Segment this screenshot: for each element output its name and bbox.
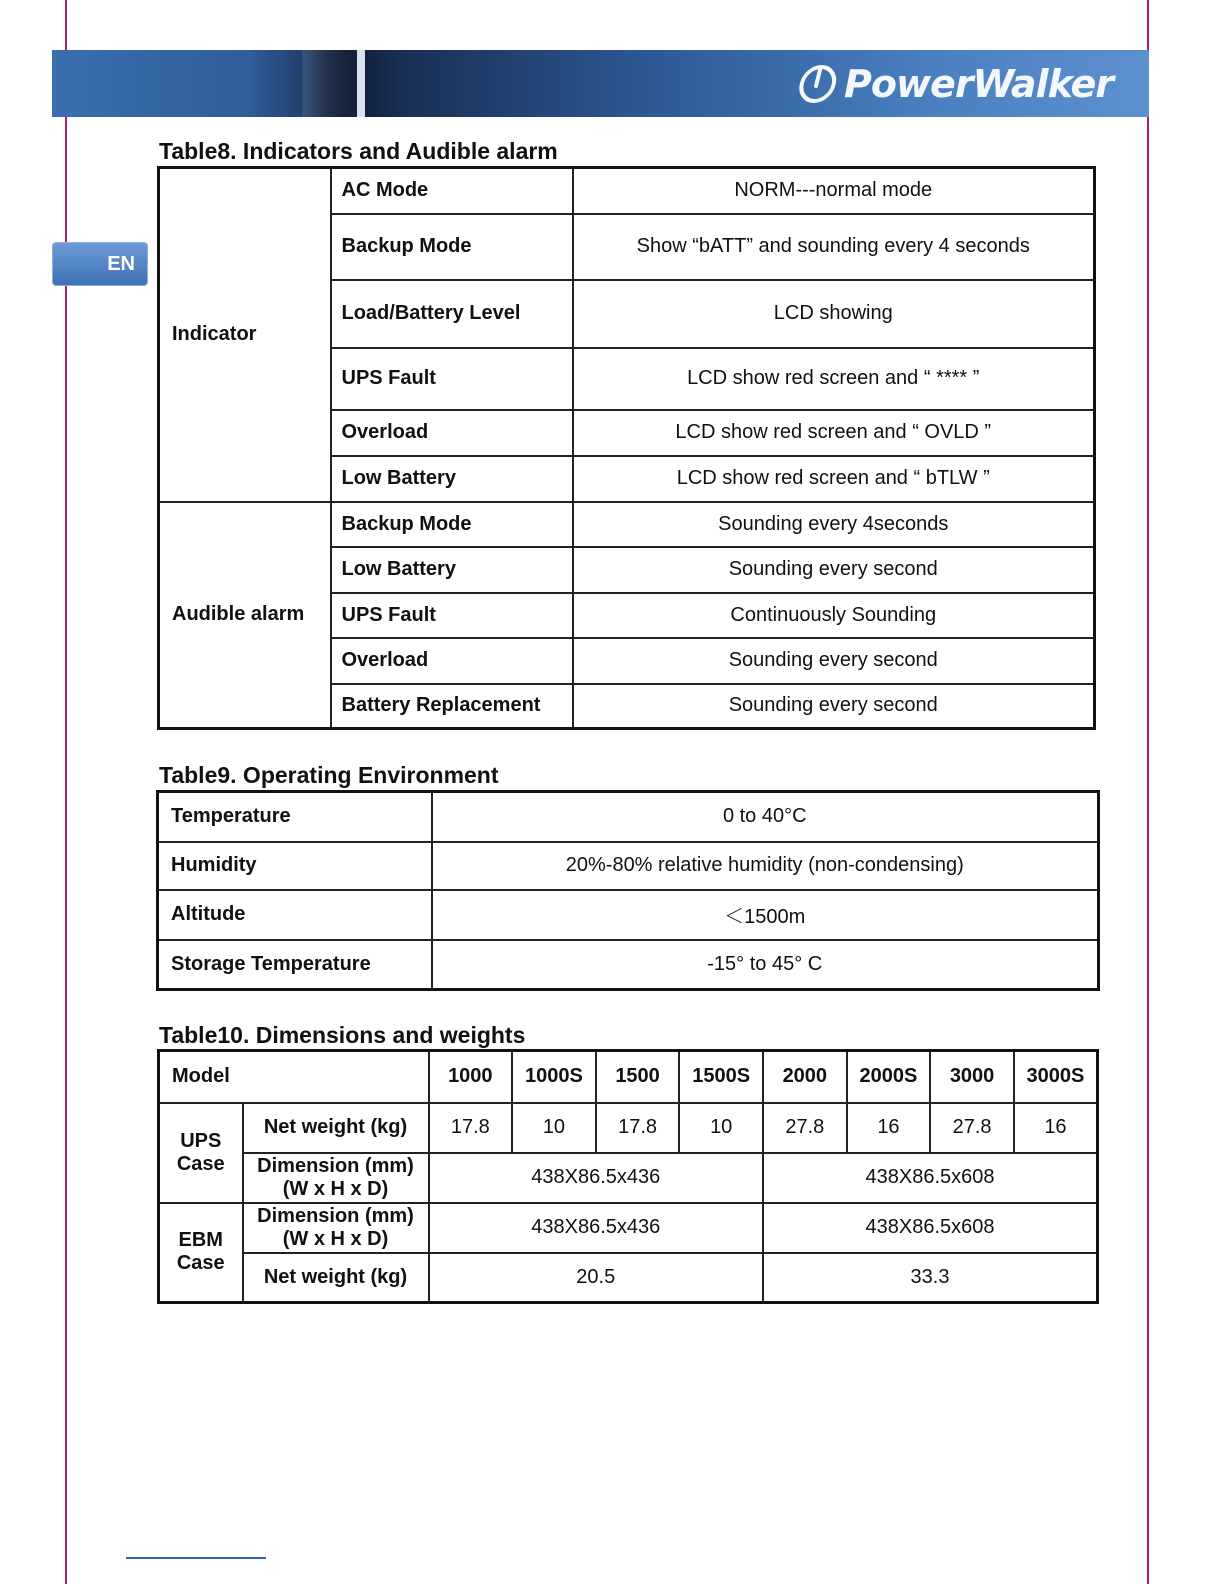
table-row	[159, 1203, 1098, 1253]
row-value: Sounding every second	[573, 638, 1095, 684]
dimension-cell: 438X86.5x436	[429, 1153, 764, 1203]
model-cell: 1500	[596, 1051, 680, 1103]
table-row	[159, 168, 1095, 214]
language-tab[interactable]: EN	[52, 242, 148, 286]
table-row	[159, 502, 1095, 547]
ebm-case-label-line2: Case	[176, 1252, 225, 1275]
table-row	[159, 1051, 1098, 1103]
net-weight-cell: 10	[512, 1103, 596, 1153]
dimension-label	[243, 1153, 429, 1203]
group-label: Audible alarm	[159, 502, 331, 729]
net-weight-cell: 27.8	[930, 1103, 1014, 1153]
dimension-label-line1: Dimension (mm)	[257, 1154, 414, 1177]
model-cell: 3000S	[1014, 1051, 1098, 1103]
net-weight-cell: 27.8	[763, 1103, 847, 1153]
row-value: Sounding every second	[573, 684, 1095, 729]
dimension-label	[243, 1203, 429, 1253]
banner-highlight	[302, 50, 362, 117]
margin-line-left	[65, 0, 67, 1584]
row-value: ＜1500m	[432, 890, 1099, 940]
row-value: Sounding every 4seconds	[573, 502, 1095, 547]
power-logo-icon	[798, 64, 838, 104]
net-weight-cell: 17.8	[429, 1103, 513, 1153]
net-weight-cell: 33.3	[763, 1253, 1098, 1303]
table-row	[159, 1103, 1098, 1153]
row-name: Overload	[331, 638, 573, 684]
model-cell: 2000S	[847, 1051, 931, 1103]
row-value: Show “bATT” and sounding every 4 seconds	[573, 214, 1095, 280]
header-banner	[52, 50, 1149, 117]
net-weight-cell: 17.8	[596, 1103, 680, 1153]
model-cell: 1000S	[512, 1051, 596, 1103]
dimension-label-line1: Dimension (mm)	[257, 1204, 414, 1227]
table-row	[158, 792, 1099, 842]
net-weight-cell: 16	[847, 1103, 931, 1153]
row-value: LCD show red screen and “ bTLW ”	[573, 456, 1095, 502]
row-name: Backup Mode	[331, 502, 573, 547]
row-value: Sounding every second	[573, 547, 1095, 593]
row-value: Continuously Sounding	[573, 593, 1095, 638]
row-value: 20%-80% relative humidity (non-condensing)	[432, 842, 1099, 890]
ups-case-label-line2: Case	[176, 1152, 225, 1175]
row-name: UPS Fault	[331, 348, 573, 410]
row-name: UPS Fault	[331, 593, 573, 638]
dimension-cell: 438X86.5x436	[429, 1203, 764, 1253]
table-row	[159, 1253, 1098, 1303]
net-weight-label: Net weight (kg)	[243, 1253, 429, 1303]
table-row	[159, 1153, 1098, 1203]
ups-case-label	[159, 1103, 243, 1203]
row-name: Battery Replacement	[331, 684, 573, 729]
table10-caption: Table10. Dimensions and weights	[159, 1022, 526, 1048]
indicators-alarm-table	[157, 166, 1096, 730]
table9-caption: Table9. Operating Environment	[159, 762, 499, 788]
margin-line-right	[1147, 0, 1149, 1584]
brand-name: PowerWalker	[843, 62, 1113, 106]
row-name: Altitude	[158, 890, 432, 940]
row-name: AC Mode	[331, 168, 573, 214]
model-cell: 3000	[930, 1051, 1014, 1103]
row-name: Temperature	[158, 792, 432, 842]
banner-divider	[357, 50, 365, 117]
model-cell: 2000	[763, 1051, 847, 1103]
brand-logo	[798, 62, 1113, 106]
row-name: Backup Mode	[331, 214, 573, 280]
net-weight-cell: 10	[679, 1103, 763, 1153]
net-weight-cell: 16	[1014, 1103, 1098, 1153]
footer-line	[126, 1557, 266, 1559]
row-value: NORM---normal mode	[573, 168, 1095, 214]
row-name: Load/Battery Level	[331, 280, 573, 348]
row-value: 0 to 40°C	[432, 792, 1099, 842]
dimension-cell: 438X86.5x608	[763, 1203, 1098, 1253]
table-row	[158, 940, 1099, 990]
dimensions-weights-table	[157, 1049, 1099, 1304]
row-value: LCD show red screen and “ OVLD ”	[573, 410, 1095, 456]
model-cell: 1000	[429, 1051, 513, 1103]
row-value: LCD showing	[573, 280, 1095, 348]
operating-environment-table	[156, 790, 1100, 991]
row-value: LCD show red screen and “ **** ”	[573, 348, 1095, 410]
table-row	[158, 842, 1099, 890]
table8-caption: Table8. Indicators and Audible alarm	[159, 138, 558, 164]
model-cell: 1500S	[679, 1051, 763, 1103]
net-weight-label: Net weight (kg)	[243, 1103, 429, 1153]
group-label: Indicator	[159, 168, 331, 502]
ebm-case-label	[159, 1203, 243, 1303]
dimension-label-line2: (W x H x D)	[282, 1227, 389, 1250]
row-name: Overload	[331, 410, 573, 456]
ups-case-label-line1: UPS	[180, 1129, 222, 1152]
net-weight-cell: 20.5	[429, 1253, 764, 1303]
row-name: Low Battery	[331, 456, 573, 502]
row-name: Low Battery	[331, 547, 573, 593]
table-row	[158, 890, 1099, 940]
row-name: Humidity	[158, 842, 432, 890]
dimension-label-line2: (W x H x D)	[282, 1177, 389, 1200]
ebm-case-label-line1: EBM	[178, 1229, 223, 1252]
row-value: -15° to 45° C	[432, 940, 1099, 990]
dimension-cell: 438X86.5x608	[763, 1153, 1098, 1203]
row-name: Storage Temperature	[158, 940, 432, 990]
model-header: Model	[159, 1051, 429, 1103]
